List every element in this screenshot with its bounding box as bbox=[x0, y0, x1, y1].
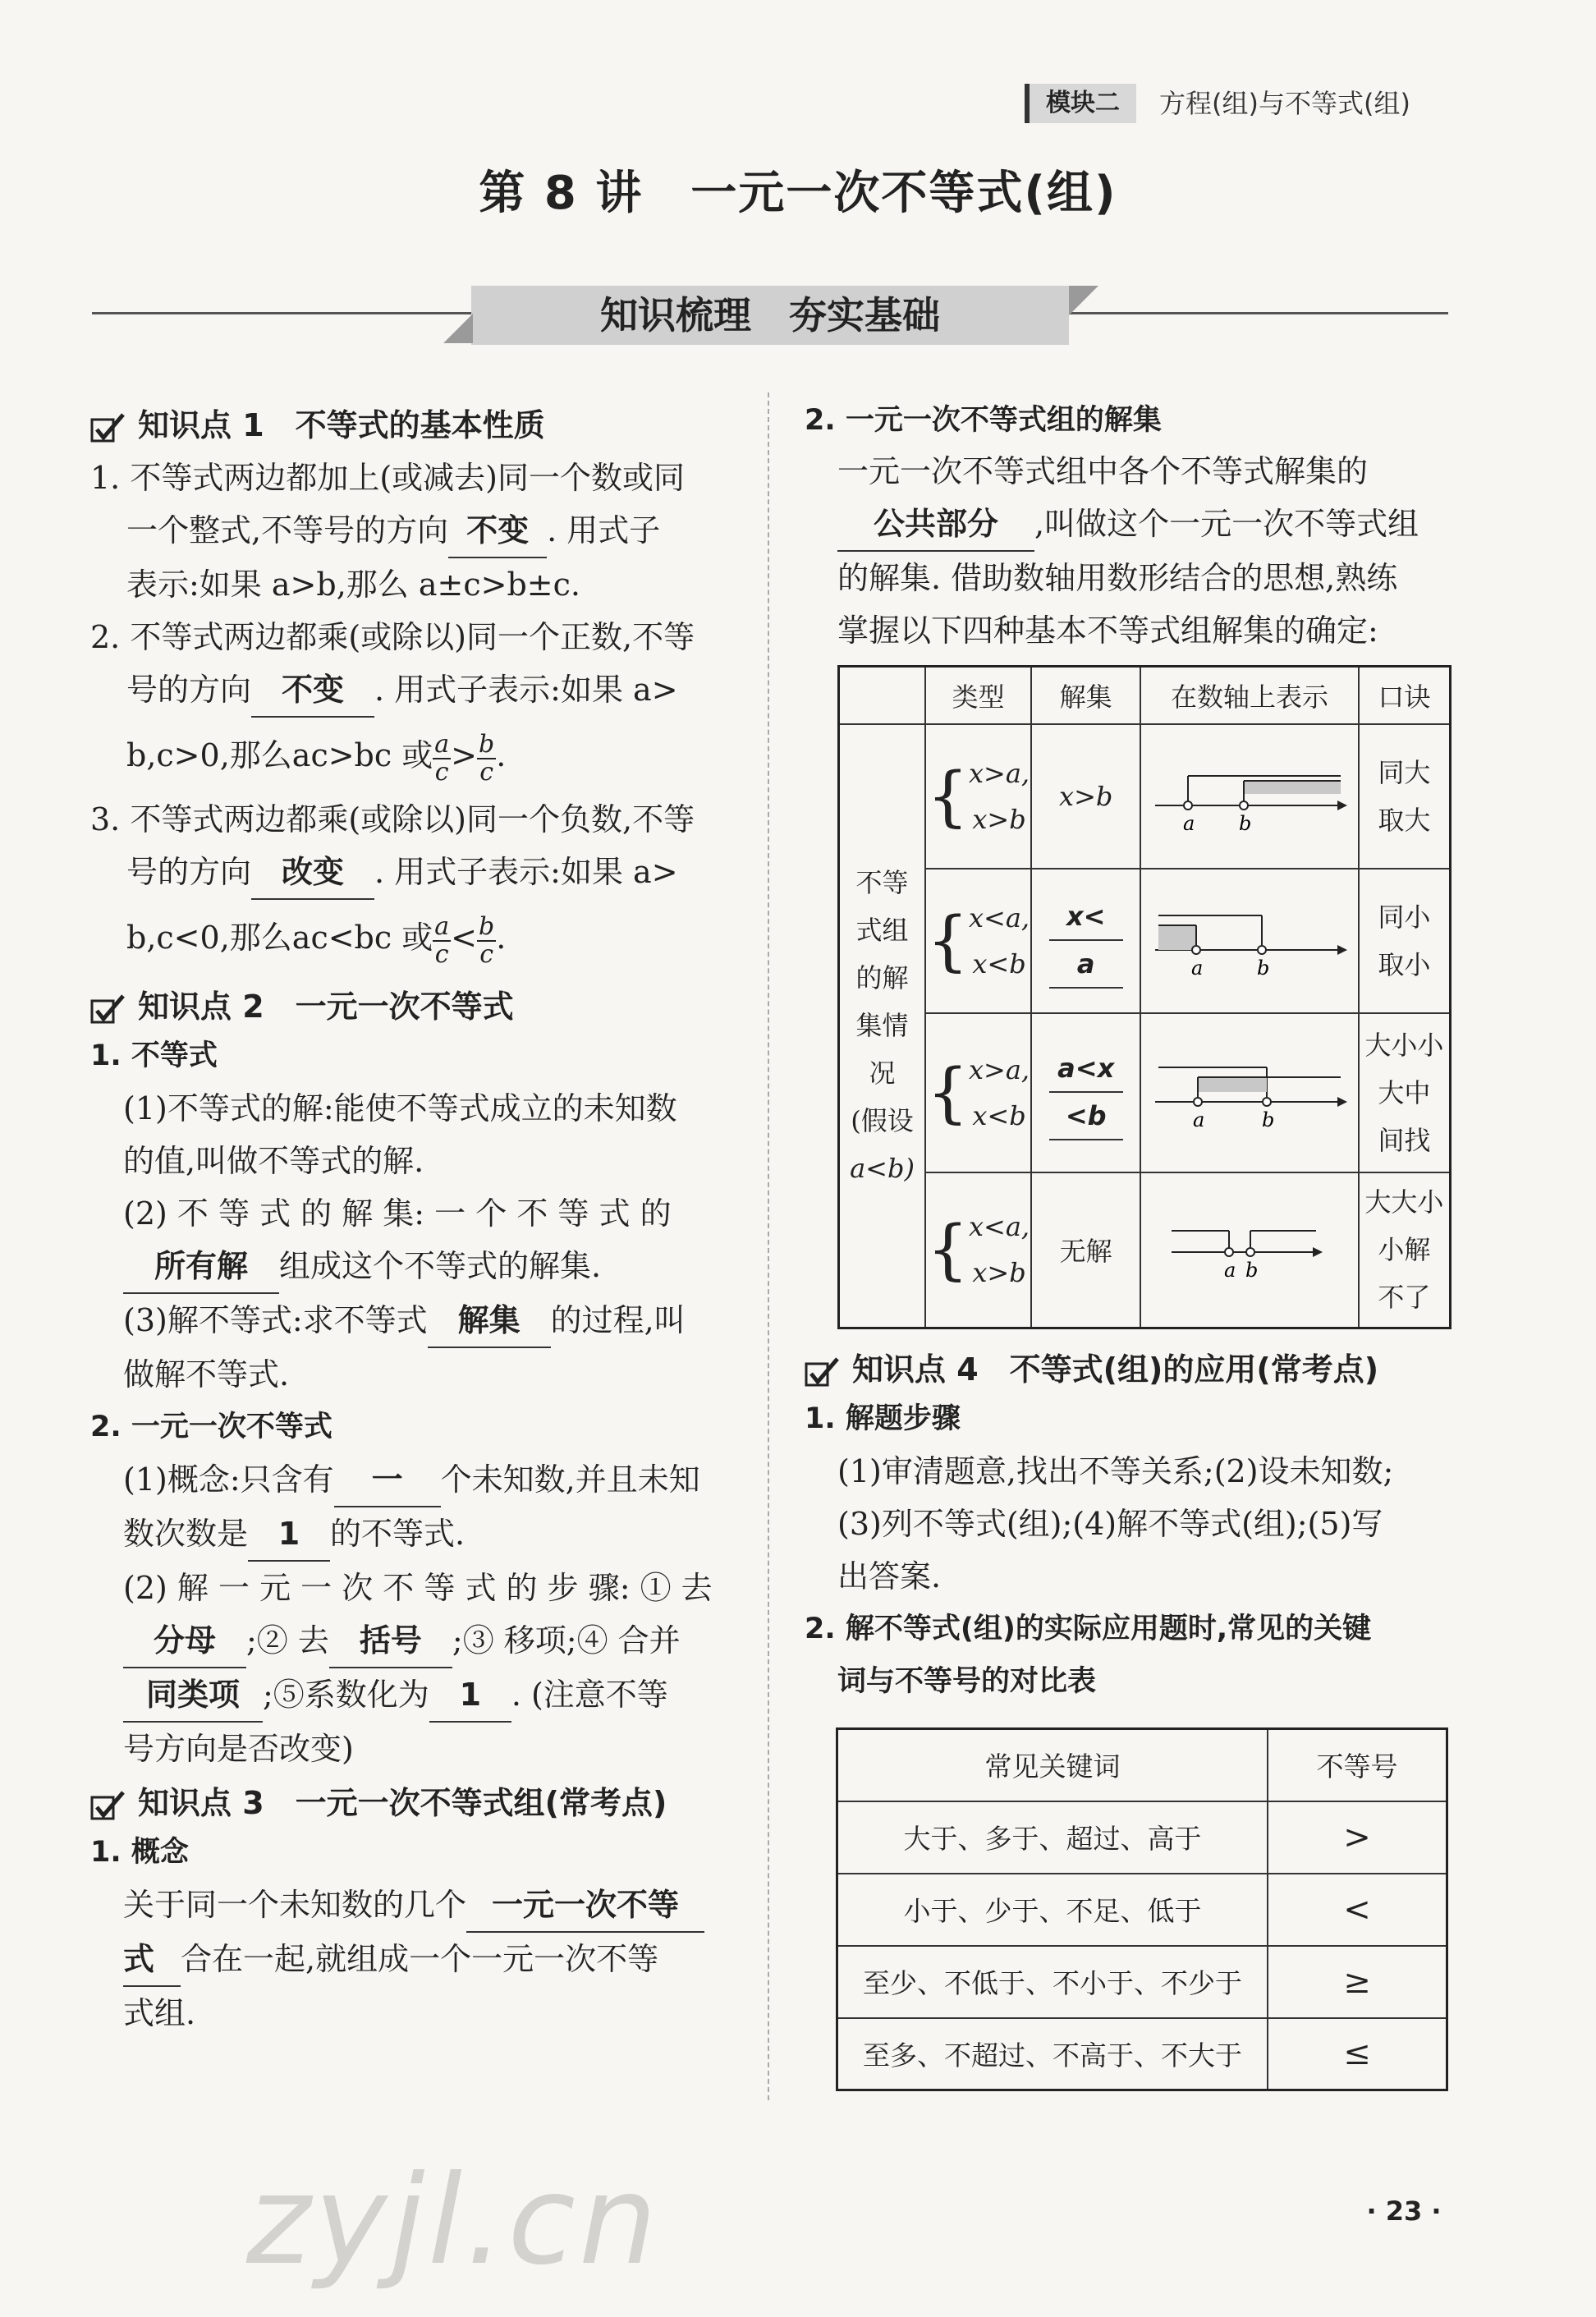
answer-blank: 式 bbox=[123, 1933, 181, 1987]
number-line bbox=[1140, 1013, 1358, 1172]
kp1-item3-line2b: . 用式子表示:如果 a> bbox=[374, 854, 678, 890]
kp2-p1b: 的值,叫做不等式的解. bbox=[123, 1143, 424, 1179]
watermark: zyjl.cn bbox=[246, 2150, 661, 2292]
banner-left-notch bbox=[443, 314, 473, 343]
kp4-title: 知识点 4 不等式(组)的应用(常考点) bbox=[852, 1351, 1379, 1388]
answer-blank: 同类项 bbox=[123, 1668, 263, 1723]
kp2-st2b: ;③ 移项;④ 合并 bbox=[452, 1622, 681, 1659]
kp2-st3a: ;⑤系数化为 bbox=[263, 1677, 429, 1713]
kp2-p3a: (3)解不等式:求不等式 bbox=[123, 1302, 428, 1338]
keyword-table bbox=[836, 1727, 1448, 2091]
banner-right-notch bbox=[1069, 286, 1098, 315]
kp1-item1-line2b: . 用式子 bbox=[547, 512, 661, 548]
kp2-c1b: 个未知数,并且未知 bbox=[440, 1461, 700, 1498]
kp1-title: 知识点 1 不等式的基本性质 bbox=[138, 407, 545, 443]
kp3-l3: 式组. bbox=[123, 1995, 196, 2031]
answer-blank: 1 bbox=[429, 1668, 511, 1723]
number-line bbox=[1140, 724, 1358, 869]
symbol-cell: ≥ bbox=[1268, 1946, 1447, 2018]
kp1-heading bbox=[90, 402, 747, 448]
fraction: $\frac{b}{c}$ bbox=[478, 729, 495, 787]
table-header: 类型 bbox=[925, 667, 1031, 724]
system-type: { x<a, x>b bbox=[925, 1172, 1031, 1328]
kp1-item3-line1: 3. 不等式两边都乘(或除以)同一个负数,不等 bbox=[90, 801, 695, 837]
tick-a: a bbox=[1224, 1259, 1236, 1282]
kp2-sub1: 1. 不等式 bbox=[90, 1039, 218, 1072]
rhyme: 同小 取小 bbox=[1359, 869, 1451, 1013]
kp1-item1-line3: 表示:如果 a>b,那么 a±c>b±c. bbox=[126, 567, 581, 603]
kp4-p1: (1)审清题意,找出不等关系;(2)设未知数; bbox=[837, 1453, 1394, 1489]
table-header: 不等号 bbox=[1268, 1729, 1447, 1801]
answer-blank: 一 bbox=[334, 1453, 441, 1507]
tick-b: b bbox=[1257, 956, 1270, 980]
period: . bbox=[496, 737, 507, 773]
rhyme: 大小小 大中 间找 bbox=[1359, 1013, 1451, 1172]
kp2-c1a: (1)概念:只含有 bbox=[123, 1461, 334, 1498]
kp3-sub1: 1. 概念 bbox=[90, 1836, 189, 1869]
page-number: · 23 · bbox=[1366, 2195, 1442, 2227]
rhyme: 同大 取大 bbox=[1359, 724, 1451, 869]
tick-b: b bbox=[1262, 1108, 1275, 1131]
right-p3: 的解集. 借助数轴用数形结合的思想,熟练 bbox=[837, 560, 1398, 596]
answer-blank: 一元一次不等 bbox=[466, 1879, 704, 1933]
kp1-item2-line1: 2. 不等式两边都乘(或除以)同一个正数,不等 bbox=[90, 619, 695, 655]
solution: x<a bbox=[1031, 869, 1140, 1013]
answer-blank: 改变 bbox=[251, 846, 374, 900]
solution: a<x<b bbox=[1031, 1013, 1140, 1172]
row-label: 不等 式组 的解 集情 况 (假设 a<b) bbox=[839, 724, 926, 1328]
fraction: $\frac{a}{c}$ bbox=[434, 729, 450, 787]
lecture-title: 第 8 讲 一元一次不等式(组) bbox=[479, 167, 1117, 220]
right-p4: 掌握以下四种基本不等式组解集的确定: bbox=[837, 613, 1378, 649]
kp1-item1-line2a: 一个整式,不等号的方向 bbox=[126, 512, 449, 548]
number-line bbox=[1140, 869, 1358, 1013]
system-type: { x>a, x>b bbox=[925, 724, 1031, 869]
right-sub2: 2. 一元一次不等式组的解集 bbox=[805, 404, 1162, 437]
keyword-cell: 小于、少于、不足、低于 bbox=[837, 1874, 1268, 1946]
answer-blank: 分母 bbox=[123, 1614, 246, 1668]
kp2-heading bbox=[90, 984, 747, 1030]
table-header: 在数轴上表示 bbox=[1140, 667, 1358, 724]
period: . bbox=[496, 920, 507, 956]
kp1-item2-line2a: 号的方向 bbox=[126, 672, 252, 708]
kp4-sub2b: 词与不等号的对比表 bbox=[837, 1665, 1097, 1698]
tick-a: a bbox=[1193, 1108, 1205, 1131]
rhyme: 大大小 小解 不了 bbox=[1359, 1172, 1451, 1328]
right-p2b: ,叫做这个一元一次不等式组 bbox=[1034, 506, 1419, 542]
module-tag: 模块二 bbox=[1025, 84, 1136, 123]
kp4-sub1: 1. 解题步骤 bbox=[805, 1402, 961, 1435]
table-corner bbox=[839, 667, 926, 724]
check-icon bbox=[90, 411, 126, 444]
kp1-item2-line2b: . 用式子表示:如果 a> bbox=[374, 672, 678, 708]
kp2-title: 知识点 2 一元一次不等式 bbox=[138, 989, 514, 1025]
relation: < bbox=[451, 920, 477, 956]
answer-blank: 解集 bbox=[428, 1294, 551, 1348]
keyword-cell: 大于、多于、超过、高于 bbox=[837, 1801, 1268, 1874]
keyword-cell: 至多、不超过、不高于、不大于 bbox=[837, 2018, 1268, 2090]
kp4-sub2a: 2. 解不等式(组)的实际应用题时,常见的关键 bbox=[805, 1613, 1372, 1645]
answer-blank: 括号 bbox=[329, 1614, 452, 1668]
check-icon bbox=[90, 1789, 126, 1822]
right-p1: 一元一次不等式组中各个不等式解集的 bbox=[837, 453, 1369, 489]
tick-b: b bbox=[1245, 1259, 1259, 1282]
system-type: { x>a, x<b bbox=[925, 1013, 1031, 1172]
kp4-p3: 出答案. bbox=[837, 1558, 942, 1594]
kp2-c2a: 数次数是 bbox=[123, 1516, 249, 1552]
kp2-p3b: 的过程,叫 bbox=[550, 1302, 686, 1338]
table-header: 解集 bbox=[1031, 667, 1140, 724]
kp2-st1: (2) 解 一 元 一 次 不 等 式 的 步 骤: ① 去 bbox=[123, 1570, 713, 1606]
check-icon bbox=[805, 1356, 841, 1388]
kp3-title: 知识点 3 一元一次不等式组(常考点) bbox=[138, 1785, 667, 1821]
kp2-sub2: 2. 一元一次不等式 bbox=[90, 1411, 332, 1443]
answer-blank: 不变 bbox=[448, 504, 547, 558]
kp1-item3-line3: b,c<0,那么ac<bc 或 bbox=[126, 920, 433, 956]
number-line bbox=[1140, 1172, 1358, 1328]
kp2-st2a: ;② 去 bbox=[246, 1622, 329, 1659]
kp4-p2: (3)列不等式(组);(4)解不等式(组);(5)写 bbox=[837, 1506, 1383, 1542]
kp2-c2b: 的不等式. bbox=[330, 1516, 466, 1552]
kp3-l1a: 关于同一个未知数的几个 bbox=[123, 1887, 467, 1923]
kp2-p3c: 做解不等式. bbox=[123, 1356, 290, 1392]
check-icon bbox=[90, 993, 126, 1025]
banner-title: 知识梳理 夯实基础 bbox=[600, 293, 940, 337]
answer-blank: 公共部分 bbox=[837, 498, 1034, 552]
kp2-p2b: 组成这个不等式的解集. bbox=[279, 1248, 602, 1284]
solution-set-table bbox=[837, 665, 1452, 1329]
tick-a: a bbox=[1191, 956, 1204, 980]
column-divider bbox=[768, 392, 769, 2100]
kp3-l2b: 合在一起,就组成一个一元一次不等 bbox=[181, 1941, 659, 1977]
kp2-st3b: . (注意不等 bbox=[511, 1677, 668, 1713]
table-header: 口诀 bbox=[1359, 667, 1451, 724]
kp1-item1-line1: 1. 不等式两边都加上(或减去)同一个数或同 bbox=[90, 460, 685, 496]
kp1-item2-line3: b,c>0,那么ac>bc 或 bbox=[126, 737, 433, 773]
module-title: 方程(组)与不等式(组) bbox=[1159, 88, 1410, 119]
kp2-st4: 号方向是否改变) bbox=[123, 1731, 354, 1767]
solution: 无解 bbox=[1031, 1172, 1140, 1328]
kp4-heading bbox=[805, 1347, 1461, 1392]
answer-blank: 所有解 bbox=[123, 1240, 279, 1294]
solution: x>b bbox=[1031, 724, 1140, 869]
symbol-cell: > bbox=[1268, 1801, 1447, 1874]
kp3-heading bbox=[90, 1780, 747, 1826]
answer-blank: 不变 bbox=[251, 663, 374, 718]
kp1-item3-line2a: 号的方向 bbox=[126, 854, 252, 890]
fraction: $\frac{a}{c}$ bbox=[434, 911, 450, 969]
system-type: { x<a, x<b bbox=[925, 869, 1031, 1013]
fraction: $\frac{b}{c}$ bbox=[478, 911, 495, 969]
tick-a: a bbox=[1183, 811, 1195, 835]
table-header: 常见关键词 bbox=[837, 1729, 1268, 1801]
answer-blank: 1 bbox=[248, 1507, 330, 1562]
kp2-p1a: (1)不等式的解:能使不等式成立的未知数 bbox=[123, 1090, 677, 1126]
symbol-cell: ≤ bbox=[1268, 2018, 1447, 2090]
symbol-cell: < bbox=[1268, 1874, 1447, 1946]
relation: > bbox=[451, 737, 477, 773]
tick-b: b bbox=[1239, 811, 1252, 835]
keyword-cell: 至少、不低于、不小于、不少于 bbox=[837, 1946, 1268, 2018]
kp2-p2a: (2) 不 等 式 的 解 集: 一 个 不 等 式 的 bbox=[123, 1195, 672, 1232]
